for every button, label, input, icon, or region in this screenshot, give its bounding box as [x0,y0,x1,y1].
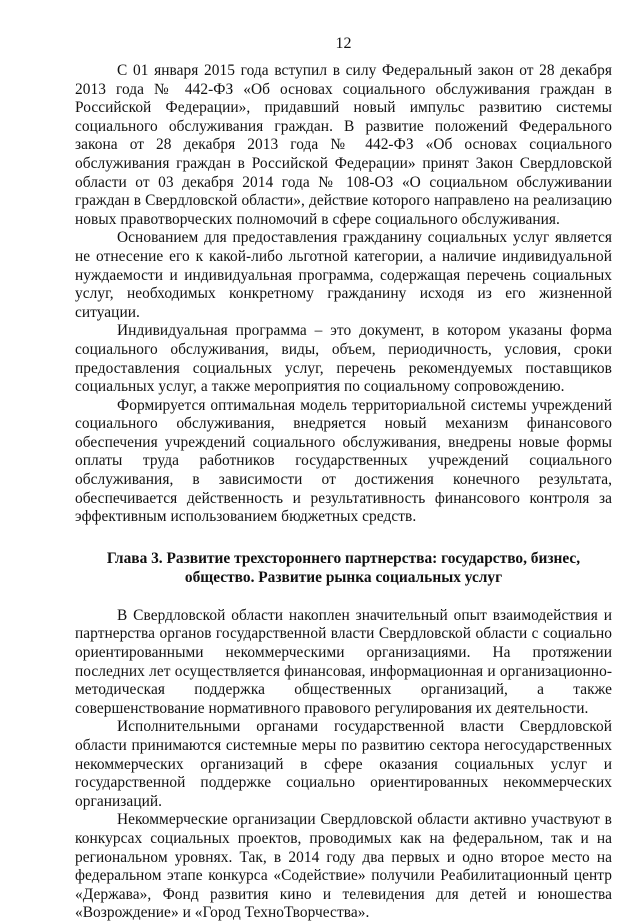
paragraph-basis-for-services: Основанием для предоставления гражданину социальных услуг является не отнесение его к какой-либо льготной категории, а наличие индивидуальной нуждаемости и индивидуальная программа, содержащая перечень социальных услуг, необходимых конкретному гражданину исходя из его жизненной ситуации. [75,229,612,321]
chapter-heading [83,549,604,587]
document-page [75,34,612,923]
paragraph-federal-law: С 01 января 2015 года вступил в силу Федеральный закон от 28 декабря 2013 года № 442-ФЗ «Об основах социального обслуживания граждан в Российской Федерации», придавший новый импульс развитию системы социального обслуживания граждан. В развитие положений Федерального закона от 28 декабря 2013 года № 442-ФЗ «Об основах социального обслуживания граждан в Российской Федерации» принят Закон Свердловской области от 03 декабря 2014 года № 108-ОЗ «О социальном обслуживании граждан в Свердловской области», действие которого направлено на реализацию новых правотворческих полномочий в сфере социального обслуживания. [75,62,612,228]
chapter-heading-line-2: общество. Развитие рынка социальных услуг [184,568,503,586]
paragraph-optimal-model: Формируется оптимальная модель территориальной системы учреждений социального обслуживания, внедряется новый механизм финансового обеспечения учреждений социального обслуживания, внедрены новые формы оплаты труда работников государственных учреждений социального обслуживания, в зависимости от достижения конечного результата, обеспечивается действенность и результативность финансового контроля за эффективным использованием бюджетных средств. [75,396,612,526]
paragraph-contest-participation: Некоммерческие организации Свердловской области активно участвуют в конкурсах социальных проектов, проводимых как на федеральном, так и на региональном уровнях. Так, в 2014 году два первых и одно второе место на федеральном этапе конкурса «Содействие» получили Реабилитационный центр «Держава», Фонд развития кино и телевидения для детей и юношества «Возрождение» и «Город ТехноТворчества». [75,811,612,922]
paragraph-executive-measures: Исполнительными органами государственной власти Свердловской области принимаются системные меры по развитию сектора негосударственных некоммерческих организаций в сфере оказания социальных услуг и государственной поддержке социально ориентированных некоммерческих организаций. [75,718,612,810]
paragraph-individual-program: Индивидуальная программа – это документ, в котором указаны форма социального обслуживания, виды, объем, периодичность, условия, сроки предоставления социальных услуг, перечень рекомендуемых поставщиков социальных услуг, а также мероприятия по социальному сопровождению. [75,322,612,396]
page-number: 12 [335,35,352,52]
chapter-heading-line-1: Глава 3. Развитие трехстороннего партнерства: государство, бизнес, [106,549,581,567]
paragraph-partnership-experience: В Свердловской области накоплен значительный опыт взаимодействия и партнерства органов государственной власти Свердловской области с социально ориентированными некоммерческими организациями. На протяжении последних лет осуществляется финансовая, информационная и организационно-методическая поддержка общественных организаций, а также совершенствование нормативного правового регулирования их деятельности. [75,606,612,717]
